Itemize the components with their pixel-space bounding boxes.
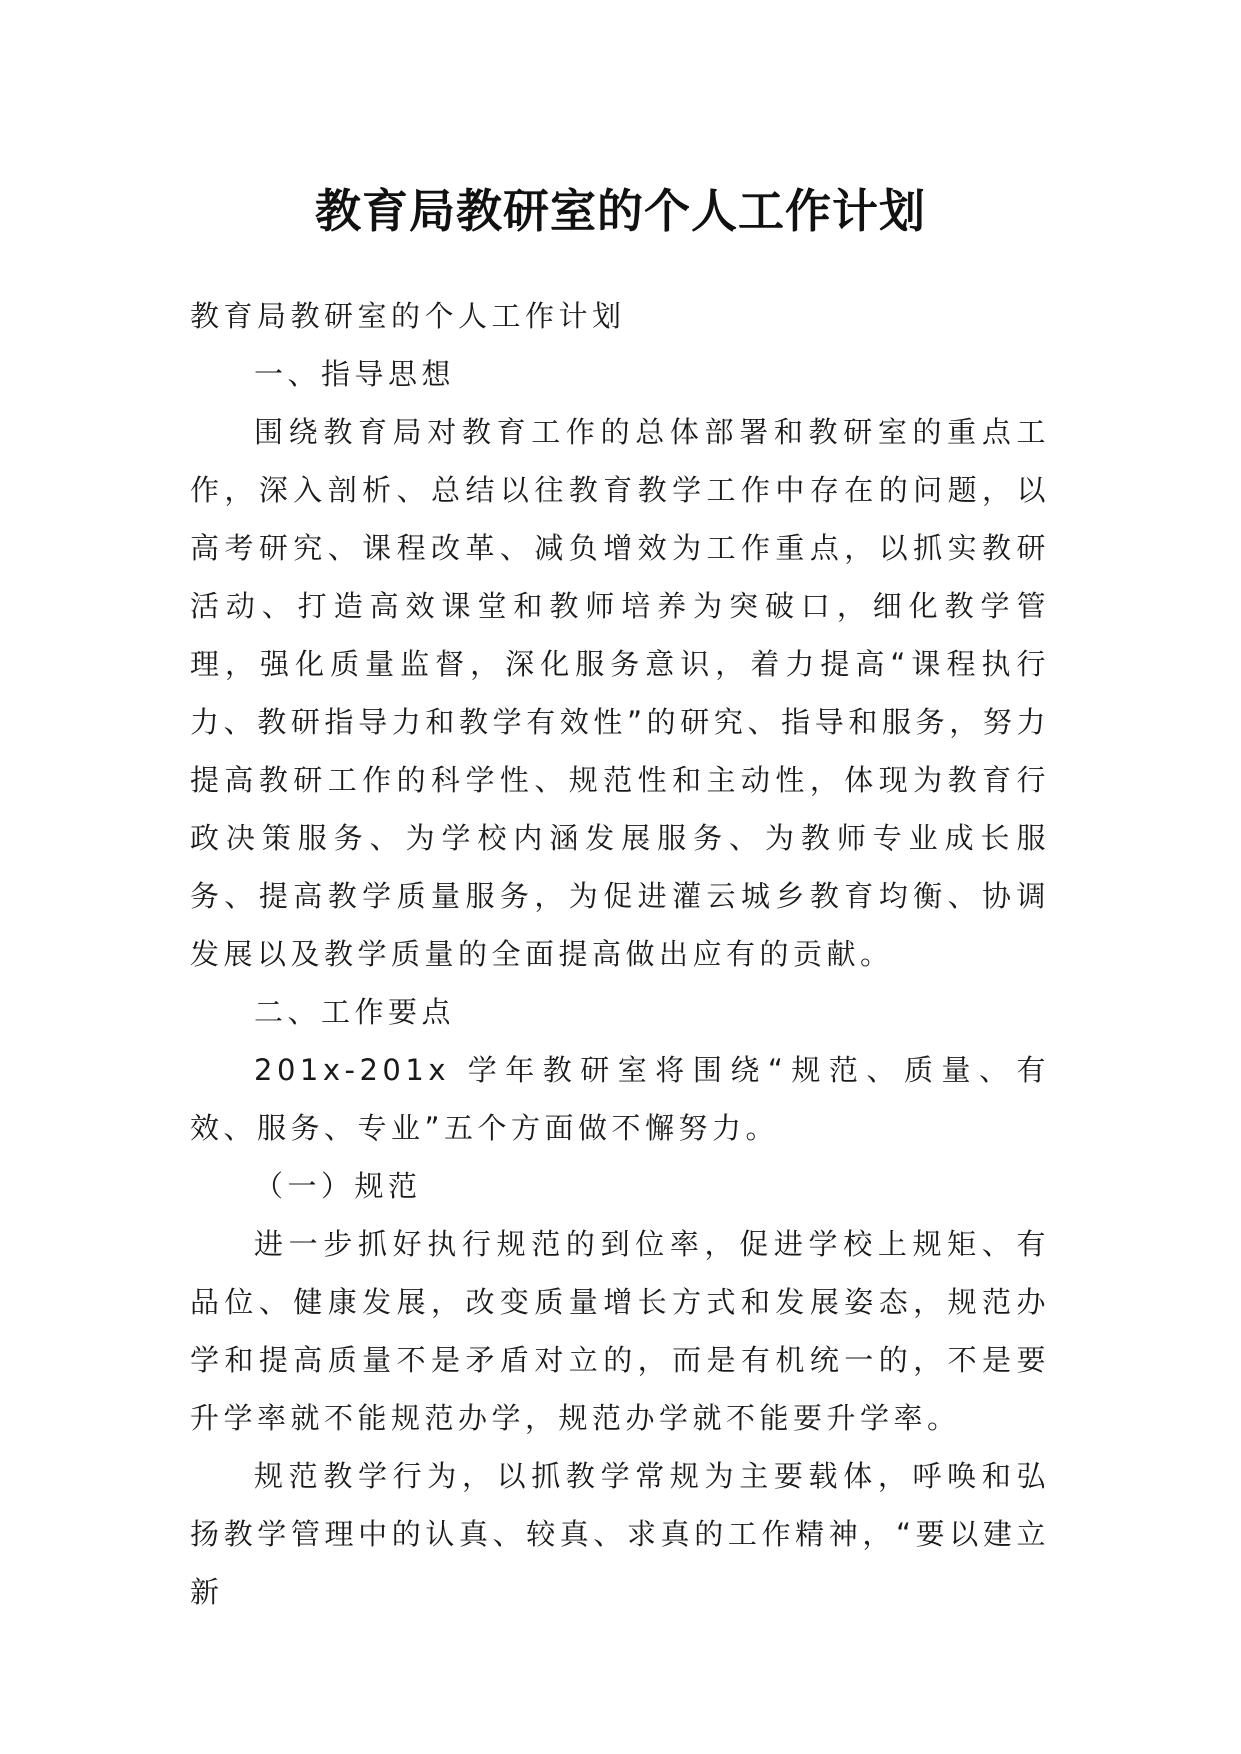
document-body xyxy=(190,287,1050,1621)
paragraph-standards-1: 进一步抓好执行规范的到位率，促进学校上规矩、有品位、健康发展，改变质量增长方式和发展姿态，规范办学和提高质量不是矛盾对立的，而是有机统一的，不是要升学率就不能规范办学，规范办学就不能要升学率。 xyxy=(190,1227,1050,1435)
paragraph-heading-repeat: 教育局教研室的个人工作计划 xyxy=(190,299,626,333)
section-heading-guiding-thought: 一、指导思想 xyxy=(254,357,456,391)
paragraph-guiding-thought: 围绕教育局对教育工作的总体部署和教研室的重点工作，深入剖析、总结以往教育教学工作中存在的问题，以高考研究、课程改革、减负增效为工作重点，以抓实教研活动、打造高效课堂和教师培养为突破口，细化教学管理，强化质量监督，深化服务意识，着力提高“课程执行力、教研指导力和教学有效性”的研究、指导和服务，努力提高教研工作的科学性、规范性和主动性，体现为教育行政决策服务、为学校内涵发展服务、为教师专业成长服务、提高教学质量服务，为促进灌云城乡教育均衡、协调发展以及教学质量的全面提高做出应有的贡献。 xyxy=(190,415,1050,971)
section-heading-work-points: 二、工作要点 xyxy=(254,995,456,1029)
paragraph-work-points-intro: 201x-201x 学年教研室将围绕“规范、质量、有效、服务、专业”五个方面做不懈努力。 xyxy=(190,1053,1050,1145)
subsection-heading-standards: （一）规范 xyxy=(254,1169,422,1203)
paragraph-standards-2: 规范教学行为，以抓教学常规为主要载体，呼唤和弘扬教学管理中的认真、较真、求真的工作精神，“要以建立新 xyxy=(190,1459,1050,1609)
document-title: 教育局教研室的个人工作计划 xyxy=(315,183,926,238)
